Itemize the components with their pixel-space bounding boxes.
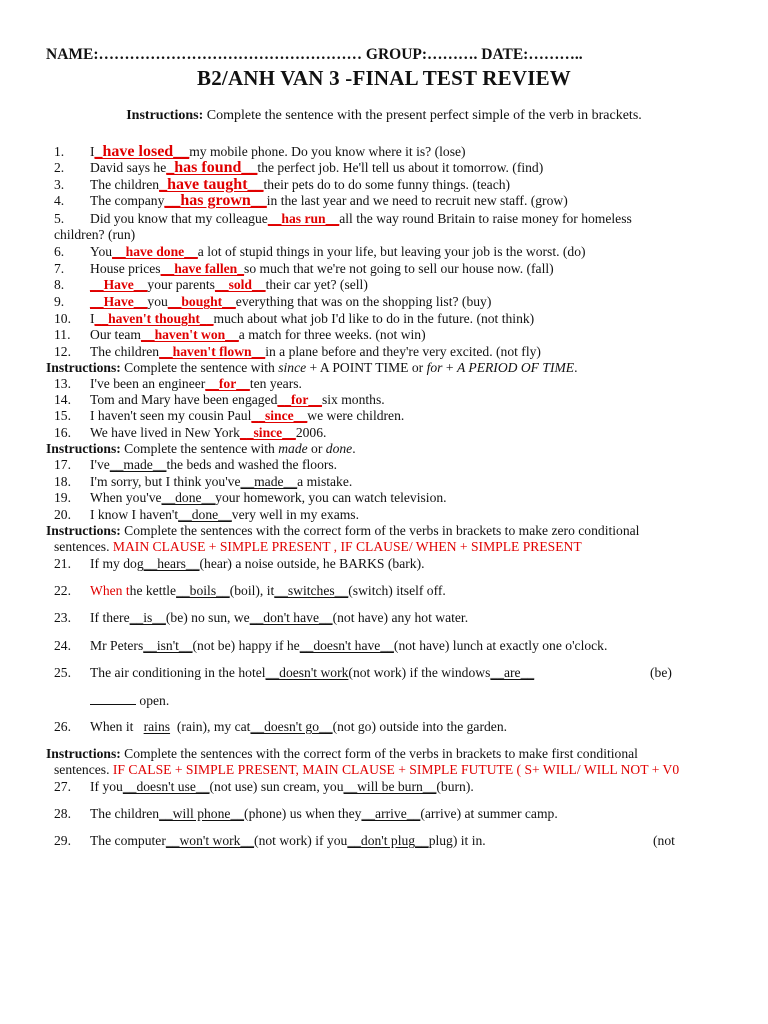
instructions-label: Instructions:: [126, 108, 204, 123]
answer: __don't plug__: [347, 833, 429, 848]
question-number: 11.: [54, 327, 71, 342]
question-14: Tom and Mary have been engaged__for__six months.: [90, 392, 385, 407]
question-29: The computer__won't work__(not work) if you__don't plug__plug) it in.: [90, 833, 486, 848]
question-number: 7.: [54, 261, 65, 276]
instructions-2: Instructions: Complete the sentence with since + A POINT TIME or for + A PERIOD OF TIME.: [46, 360, 578, 375]
instructions-4-line2: sentences. MAIN CLAUSE + SIMPLE PRESENT , IF CLAUSE/ WHEN + SIMPLE PRESENT: [54, 539, 582, 554]
question-number: 26.: [54, 719, 71, 734]
instructions-label: Instructions:: [46, 441, 121, 456]
question-12: The children__haven't flown__in a plane before and they're very excited. (not fly): [90, 344, 541, 359]
question-number: 18.: [54, 474, 71, 489]
question-number: 28.: [54, 806, 71, 821]
answer: __for__: [205, 376, 250, 391]
question-18: I'm sorry, but I think you've__made__a mistake.: [90, 474, 353, 489]
answer: __for__: [277, 392, 322, 407]
instructions-label: Instructions:: [46, 746, 121, 761]
question-number: 4.: [54, 193, 65, 208]
question-8: __Have__your parents__sold__their car yet? (sell): [90, 277, 368, 292]
answer: _have losed__: [94, 143, 190, 160]
question-number: 16.: [54, 425, 71, 440]
answer: __haven't thought__: [94, 311, 214, 326]
instructions-text: Complete the sentence with the present perfect simple of the verb in brackets.: [203, 108, 642, 123]
question-number: 25.: [54, 665, 71, 680]
instructions-4: Instructions: Complete the sentences with the correct form of the verbs in brackets to make zero conditional: [46, 523, 640, 538]
question-number: 8.: [54, 277, 65, 292]
answer: __hears__: [143, 556, 200, 571]
question-number: 27.: [54, 779, 71, 794]
question-15: I haven't seen my cousin Paul__since__we were children.: [90, 408, 405, 423]
answer: __Have__: [90, 277, 148, 292]
answer: __arrive__: [361, 806, 421, 821]
answer: __won't work__: [165, 833, 255, 848]
question-11: Our team__haven't won__a match for three weeks. (not win): [90, 327, 426, 342]
answer: __haven't won__: [140, 327, 239, 342]
instructions-3: Instructions: Complete the sentence with made or done.: [46, 441, 356, 456]
answer-blank: [90, 692, 136, 705]
answer: __bought__: [167, 294, 236, 309]
question-number: 17.: [54, 457, 71, 472]
question-number: 5.: [54, 211, 65, 226]
instructions-5-line2: sentences. IF CALSE + SIMPLE PRESENT, MAIN CLAUSE + SIMPLE FUTUTE ( S+ WILL/ WILL NOT + V0: [54, 762, 680, 777]
answer: __made__: [240, 474, 298, 489]
question-number: 1.: [54, 144, 65, 159]
question-1: I_have losed__my mobile phone. Do you know where it is? (lose): [90, 143, 466, 160]
answer: rains: [143, 719, 171, 734]
question-25-verb-hint: (be): [650, 665, 672, 680]
question-5: Did you know that my colleague__has run__all the way round Britain to raise money for homeless: [90, 211, 632, 226]
first-conditional-formula: IF CALSE + SIMPLE PRESENT, MAIN CLAUSE + SIMPLE FUTUTE ( S+ WILL/ WILL NOT + V0: [112, 762, 680, 777]
answer: _have taught__: [159, 176, 264, 193]
question-16: We have lived in New York__since__2006.: [90, 425, 327, 440]
question-7: House prices__have fallen_so much that we're not going to sell our house now. (fall): [90, 261, 554, 276]
question-number: 10.: [54, 311, 71, 326]
question-2: David says he_has found__the perfect job. He'll tell us about it tomorrow. (find): [90, 159, 544, 176]
question-9: __Have__you__bought__everything that was on the shopping list? (buy): [90, 294, 492, 309]
question-number: 29.: [54, 833, 71, 848]
answer: __since__: [239, 425, 296, 440]
answer: __will be burn__: [343, 779, 437, 794]
question-23: If there__is__(be) no sun, we__don't have__(not have) any hot water.: [90, 610, 469, 625]
answer: __are__: [490, 665, 535, 680]
instructions-5: Instructions: Complete the sentences with the correct form of the verbs in brackets to make first conditional: [46, 746, 638, 761]
question-6: You__have done__a lot of stupid things in your life, but leaving your job is the worst. (do): [90, 244, 586, 259]
question-28: The children__will phone__(phone) us when they__arrive__(arrive) at summer camp.: [90, 806, 558, 821]
answer: __has run__: [267, 211, 340, 226]
answer: __has grown__: [164, 192, 267, 209]
question-number: 15.: [54, 408, 71, 423]
question-26: When it rains (rain), my cat__doesn't go__(not go) outside into the garden.: [90, 719, 508, 734]
question-number: 20.: [54, 507, 71, 522]
question-5-continuation: children? (run): [54, 227, 136, 242]
answer: __boils__: [176, 583, 230, 598]
answer: __doesn't have__: [299, 638, 394, 653]
answer: __isn't__: [143, 638, 193, 653]
question-number: 24.: [54, 638, 71, 653]
answer: __Have__: [90, 294, 148, 309]
question-number: 2.: [54, 160, 65, 175]
question-number: 12.: [54, 344, 71, 359]
question-10: I__haven't thought__much about what job I'd like to do in the future. (not think): [90, 311, 535, 326]
instructions-1: [0, 108, 768, 124]
name-group-date-line: NAME:…………………………………………… GROUP:………. DATE:………..: [46, 46, 583, 63]
answer: __doesn't use__: [122, 779, 210, 794]
question-number: 19.: [54, 490, 71, 505]
answer: __have fallen_: [160, 261, 245, 276]
answer: __will phone__: [159, 806, 245, 821]
question-17: I've__made__the beds and washed the floors.: [90, 457, 338, 472]
answer: __made__: [109, 457, 167, 472]
page-title: B2/ANH VAN 3 -FINAL TEST REVIEW: [197, 66, 571, 90]
question-25: The air conditioning in the hotel__doesn't work(not work) if the windows__are__: [90, 665, 535, 680]
question-number: 21.: [54, 556, 71, 571]
question-20: I know I haven't__done__very well in my exams.: [90, 507, 359, 522]
instructions-label: Instructions:: [46, 360, 121, 375]
answer: __have done__: [112, 244, 198, 259]
answer: __is__: [129, 610, 166, 625]
question-number: 22.: [54, 583, 71, 598]
question-25-continuation: open.: [90, 692, 169, 709]
question-3: The children_have taught__their pets do to do some funny things. (teach): [90, 176, 511, 193]
question-number: 13.: [54, 376, 71, 391]
question-22: When the kettle__boils__(boil), it__switches__(switch) itself off.: [90, 583, 446, 598]
question-19: When you've__done__your homework, you can watch television.: [90, 490, 447, 505]
question-29-verb-hint: (not: [653, 833, 675, 848]
question-13: I've been an engineer__for__ten years.: [90, 376, 302, 391]
question-number: 6.: [54, 244, 65, 259]
question-number: 23.: [54, 610, 71, 625]
answer: __done__: [161, 490, 216, 505]
answer: __doesn't work: [265, 665, 349, 680]
answer: __done__: [178, 507, 232, 522]
question-number: 9.: [54, 294, 65, 309]
zero-conditional-formula: MAIN CLAUSE + SIMPLE PRESENT , IF CLAUSE/ WHEN + SIMPLE PRESENT: [112, 539, 582, 554]
answer: __switches__: [274, 583, 349, 598]
answer: __doesn't go__: [250, 719, 333, 734]
answer: __sold__: [214, 277, 266, 292]
question-4: The company__has grown__in the last year and we need to recruit new staff. (grow): [90, 192, 568, 209]
answer: _has found__: [166, 159, 258, 176]
question-21: If my dog__hears__(hear) a noise outside, he BARKS (bark).: [90, 556, 425, 571]
question-number: 3.: [54, 177, 65, 192]
question-27: If you__doesn't use__(not use) sun cream, you__will be burn__(burn).: [90, 779, 474, 794]
question-24: Mr Peters__isn't__(not be) happy if he__doesn't have__(not have) lunch at exactly one o'clock.: [90, 638, 608, 653]
answer: __since__: [251, 408, 308, 423]
answer: __haven't flown__: [159, 344, 266, 359]
question-number: 14.: [54, 392, 71, 407]
answer: __don't have__: [249, 610, 333, 625]
instructions-label: Instructions:: [46, 523, 121, 538]
